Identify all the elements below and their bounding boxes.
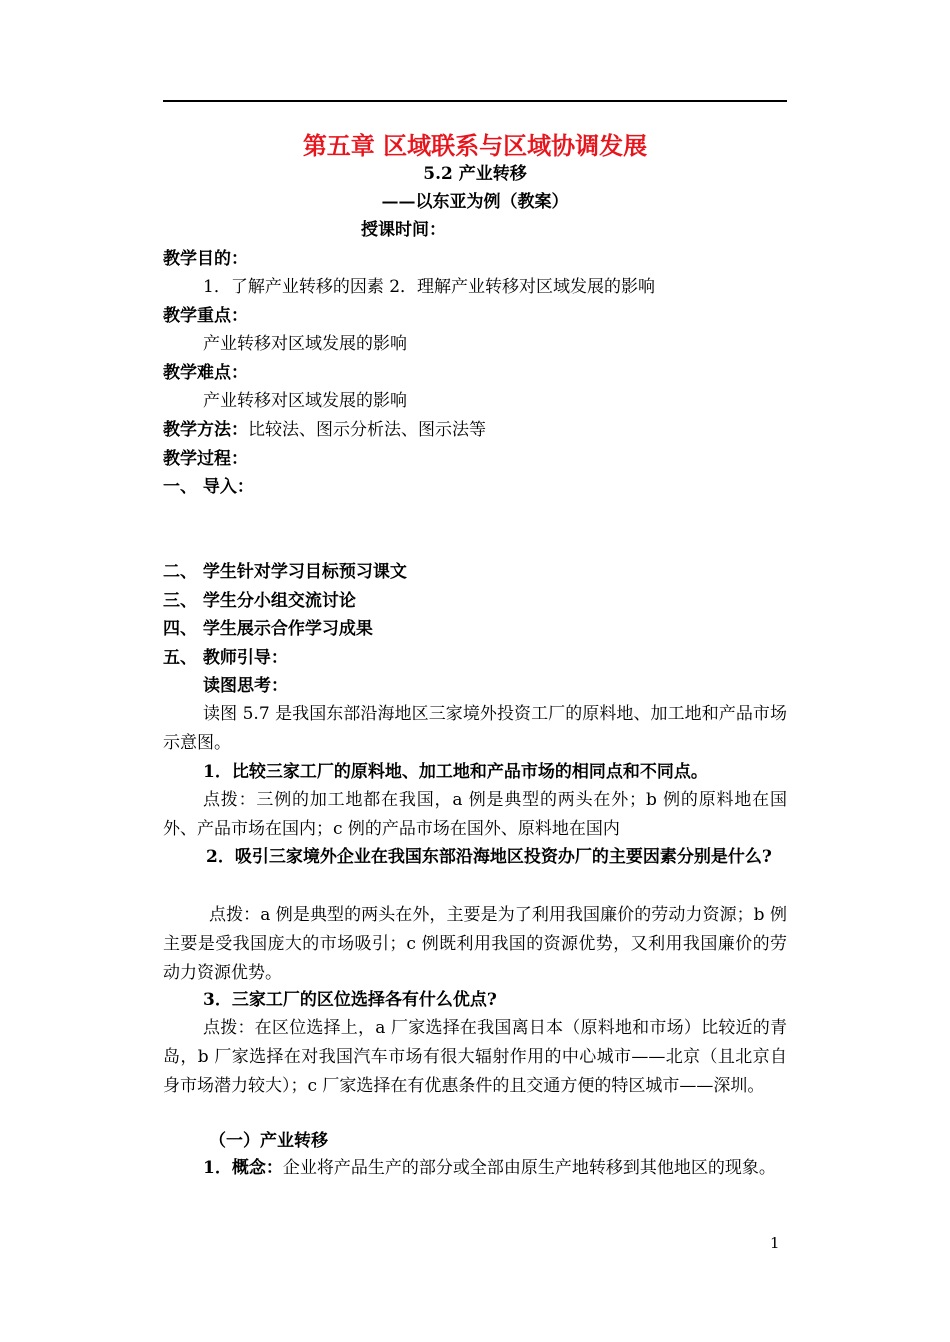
answer-1: 点拨：三例的加工地都在我国，a 例是典型的两头在外；b 例的原料地在国外、产品市场在国内；c 例的产品市场在国外、原料地在国内	[163, 790, 787, 839]
answer-3: 点拨：在区位选择上，a 厂家选择在我国离日本（原料地和市场）比较近的青岛，b 厂家选择在对我国汽车市场有很大辐射作用的中心城市——北京（且北京自身市场潜力较大）；c 厂家选择在有优惠条件的且交通方便的特区城市——深圳。	[163, 1018, 787, 1096]
concept-text: 企业将产品生产的部分或全部由原生产地转移到其他地区的现象。	[282, 1158, 776, 1178]
subtitle: ——以东亚为例（教案）	[381, 192, 569, 212]
objective-heading: 教学目的：	[163, 249, 248, 269]
question-3: 3．三家工厂的区位选择各有什么优点?	[203, 990, 497, 1010]
method-line	[163, 418, 486, 442]
step-3: 三、 学生分小组交流讨论	[163, 591, 356, 611]
step-2: 二、 学生针对学习目标预习课文	[163, 562, 407, 582]
key-heading: 教学重点：	[163, 306, 248, 326]
objective-text: 1．了解产业转移的因素 2．理解产业转移对区域发展的影响	[203, 277, 656, 297]
method-text: 比较法、图示分析法、图示法等	[248, 420, 486, 440]
concept-label: 1．概念：	[203, 1158, 283, 1178]
method-heading: 教学方法：	[163, 420, 248, 440]
header-rule	[163, 100, 787, 102]
section-title: 5.2 产业转移	[423, 164, 527, 184]
step-4: 四、 学生展示合作学习成果	[163, 619, 373, 639]
answer-2: 点拨：a 例是典型的两头在外，主要是为了利用我国廉价的劳动力资源；b 例主要是受我国庞大的市场吸引；c 例既利用我国的资源优势，又利用我国廉价的劳动力资源优势。	[163, 905, 787, 983]
subsection-heading: （一）产业转移	[209, 1131, 328, 1151]
difficulty-heading: 教学难点：	[163, 363, 248, 383]
question-1: 1．比较三家工厂的原料地、加工地和产品市场的相同点和不同点。	[203, 762, 708, 782]
process-heading: 教学过程：	[163, 449, 248, 469]
read-think-heading: 读图思考：	[203, 676, 288, 696]
key-text: 产业转移对区域发展的影响	[203, 334, 407, 354]
read-paragraph: 读图 5.7 是我国东部沿海地区三家境外投资工厂的原料地、加工地和产品市场示意图。	[163, 704, 787, 753]
difficulty-text: 产业转移对区域发展的影响	[203, 391, 407, 411]
step-1: 一、 导入：	[163, 477, 254, 497]
step-5: 五、 教师引导：	[163, 648, 288, 668]
concept-paragraph	[163, 1154, 787, 1183]
time-label: 授课时间：	[361, 220, 446, 240]
chapter-title: 第五章 区域联系与区域协调发展	[302, 131, 648, 160]
question-2: 2．吸引三家境外企业在我国东部沿海地区投资办厂的主要因素分别是什么?	[206, 847, 772, 867]
page-number: 1	[770, 1234, 780, 1252]
